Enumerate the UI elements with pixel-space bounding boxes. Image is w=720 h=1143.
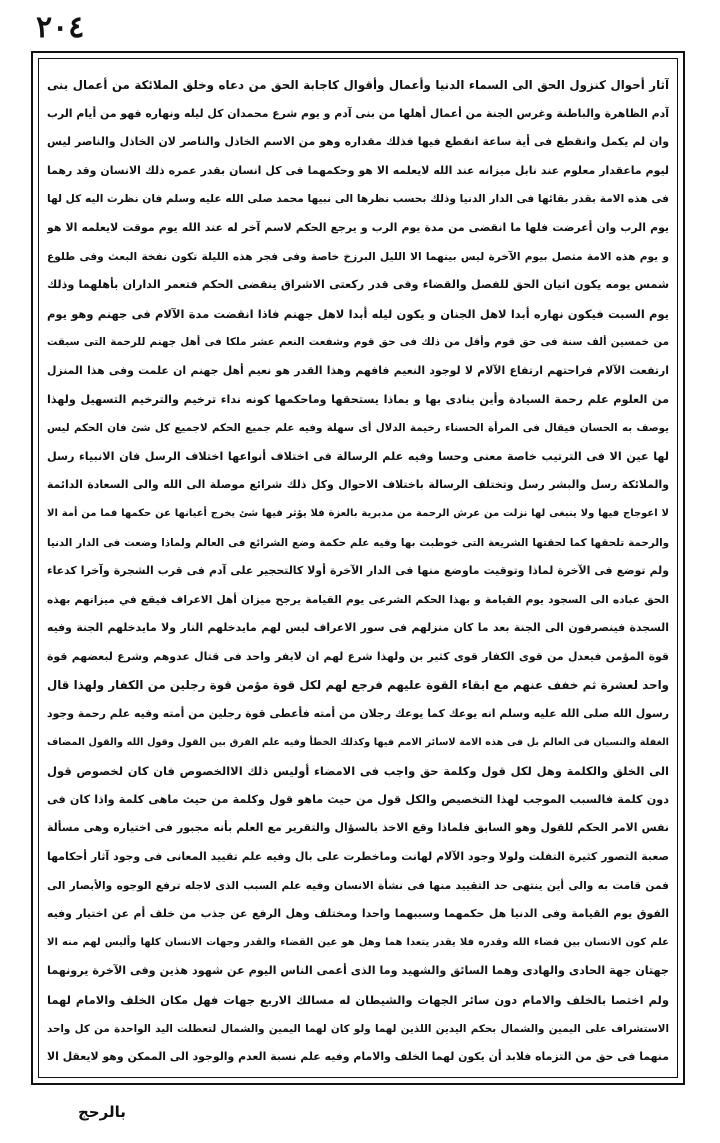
text-line: الاستشراف على اليمين والشمال بحكم اليدين اللذين لهما ولو كان لهما اليمين والشمال لتعطلت اليد الواحدة من كل واحد [47,1022,669,1035]
text-line: ليوم ماعقدار معلوم عند نابل ميزانه عند الله لايعلمه الا هو وحكمهما فى كل انسان بقدر عمره ذلك الانسان وقد رهما [47,163,669,177]
text-line: يوم السبت فيكون نهاره أبدا لاهل الجنان و يكون ليله أبدا لاهل جهنم فاذا انقضت مدة الآلام فى جهنم وهو يوم [47,306,669,321]
text-line: يوم الرب وان أعرضت فلها ما انقضى من مدة يوم الرب و يرجع الحكم لاسم آخر له عند الله يوم موقت لايعلمه الا هو [47,220,669,234]
text-line: والرحمة تلحقها كما لحقتها الشريعة التى خوطبت بها وفيه علم حكمة وضع الشرائع فى العالم ولماذا وضعت فى الدار الدنيا [47,536,669,549]
page-frame-inner [38,58,678,1078]
text-line: يوصف به الحسان فيقال فى المرأة الحسناء رخيمة الدلال أى سهلة وفيه علم جميع الحكم لاجميع كل شئ فان الحكم ليس [47,422,669,435]
main-text-block [47,71,669,1072]
text-line: ولم اختصا بالخلف والامام دون سائر الجهات والشيطان له مسالك الاربع جهات فهل مكان الخلف والامام لهما [47,993,669,1007]
text-line: لا اعوجاج فيها ولا ينبغى لها نزلت من عرش الرحمة من مدبرية بالعزة فلا يؤثر فيها شئ يخرج أعيانها عن حكمها فما من أمة الا [47,507,669,519]
text-line: آثار أحوال كنزول الحق الى السماء الدنيا وأعمال وأقوال كاجابة الحق من دعاه وخلق الملائكة من أعمال بنى [47,78,669,92]
text-line: و يوم هذه الامة متصل بيوم الآخرة ليس بينهما الا الليل البرزخ خاصة وفى فجر هذه الليلة تكون نفخة البعث وفى طلوع [47,250,669,263]
text-line: فى هذه الامة بقدر بقائها فى الدار الدنيا وذلك بحسب نظرها الى نبيها محمد صلى الله عليه وسلم فان نظرت اليه كل لها [47,193,669,206]
catchword: بالرحج [78,1103,126,1121]
text-line: دون كلمة فالسبب الموجب لهذا التخصيص والكل قول من حيث ماهو قول وكلمة من حيث ماهى كلمة واذا كان فى [47,792,669,806]
text-line: لها عين الا فى الترتيب خاصة معنى وحسا وفيه علم الرسالة فى اختلاف أنواعها اختلاف الرسل فان الانبياء رسل [47,449,669,463]
text-line: والملائكة رسل والبشر رسل وتختلف الرسالة باختلاف الاحوال وكل ذلك شرائع موصلة الى الله والى السعادة الدائمة [47,478,669,492]
text-line: ارتفعت الآلام فراحتهم ارتفاع الآلام لا لوجود النعيم فافهم وهذا القدر هو نعيم أهل جهنم ان علمت وفى هذا المنزل [47,363,669,377]
text-line: نفس الامر الحكم للقول وهو السابق فلماذا وقع الاخذ بالسؤال والتقرير مع العلم بأنه مجبور فى اختياره وهى مسألة [47,821,669,835]
text-line: منهما فى حق من التزماه فلابد أن يكون لهما الخلف والامام وفيه علم نسبة العدم والوجود الى الممكن وهو لايعقل الا [47,1050,669,1064]
text-line: الحق عباده الى السجود يوم القيامة و بهذا الحكم الشرعى يوم القيامة يرجح ميزان أهل الاعراف فيقع في ميزانهم بهذه [47,593,669,606]
text-line: الغفلة والنسيان فى العالم بل فى هذه الامة لاسائر الامم فيها وكذلك الخطأ وفيه علم الفرق بين القول وقول الله والقول المضاف [47,736,669,748]
page-number: ٢٠٤ [36,10,85,45]
text-line: السجدة فينصرفون الى الجنة بعد ما كان منزلهم فى سور الاعراف ليس لهم مايدخلهم النار ولا مايدخلهم الجنة وفيه [47,621,669,635]
text-line: من العلوم علم رحمة السيادة وأين ينادى بها و بماذا يستحقها وماحكمها كونه نداء ترخيم والترخيم التسهيل ولهذا [47,392,669,406]
text-line: رسول الله صلى الله عليه وسلم انه يوعك كما يوعك رجلان من أمته فأعطى قوة رجلين من أمته وفيه علم رحمة وجود [47,707,669,721]
text-line: واحد لعشرة ثم خفف عنهم مع ابقاء القوة عليهم فرجع لهم لكل قوة مؤمن قوة رجلين من الكفار ولهذا قال [47,678,669,693]
text-line: جهتان جهة الحادى والهادى وهما السائق والشهيد وما الذى أعمى الناس اليوم عن شهود هذين وفى الآخرة يرونهما [47,964,669,978]
text-line: الى الخلق والكلمة وهل لكل قول وكلمة حق واجب فى الامضاء أوليس ذلك الاالخصوص فان كان لخصوص قول [47,764,669,779]
text-line: فمن قامت به والى أين ينتهى حد التقييد منها فى نشأة الانسان وفيه علم السبب الذى لاجله ترفع الوجوه والأبصار الى [47,879,669,892]
text-line: الفوق يوم القيامة وفى الدنيا هل حكمهما وسببهما واحدا ومختلف وهل الرفع عن جذب من خلف أم عن اختيار وفيه [47,907,669,921]
text-line: من خمسين ألف سنة فى حق قوم وأقل من ذلك فى حق قوم وشفعت النعم عشر ملكا فى أهل جهنم للرحمة التى سبقت [47,336,669,349]
text-line: قوة المؤمن فيعدل من قوى الكفار قوى كثير بن ولهذا شرع لهم ان لايفر واحد فى قتال عدوهم وشرع لبعضهم قوة [47,649,669,663]
text-line: صعبة التصور كثيرة التفلت ولولا وجود الآلام لهانت وماخطرت على بال وفيه علم تقييد المعانى فى وجود آثار أحكامها [47,850,669,864]
text-line: وان لم يكمل وانقطع فى أية ساعة انقطع فيها فذلك مقداره وهو من الاسم الخاذل والناصر لان الخاذل والناصر ليس [47,135,669,149]
text-line: علم كون الانسان بين قضاء الله وقدره فلا يقدر يتعدا هما وهل هو عين القضاء والقدر وجهات الانسان كلها وأليس لهم منه الا [47,936,669,948]
text-line: شمس يومه يكون اتيان الحق للفصل والقضاء وفى قدر ركعتى الاشراق ينقضى الحكم فتعمر الداران بأهلهما وذلك [47,278,669,292]
text-line: آدم الظاهرة والباطنة وغرس الجنة من أعمال أهلها من بنى آدم و يوم شرع محمدان كل ليله ونهاره فهو من أيام الرب [47,106,669,120]
text-line: ولم توضع فى الآخرة لماذا وتوقيت ماوضع منها فى الدار الآخرة أولا كالتحجير على آدم فى قرب الشجرة وآخرا كدعاء [47,564,669,578]
